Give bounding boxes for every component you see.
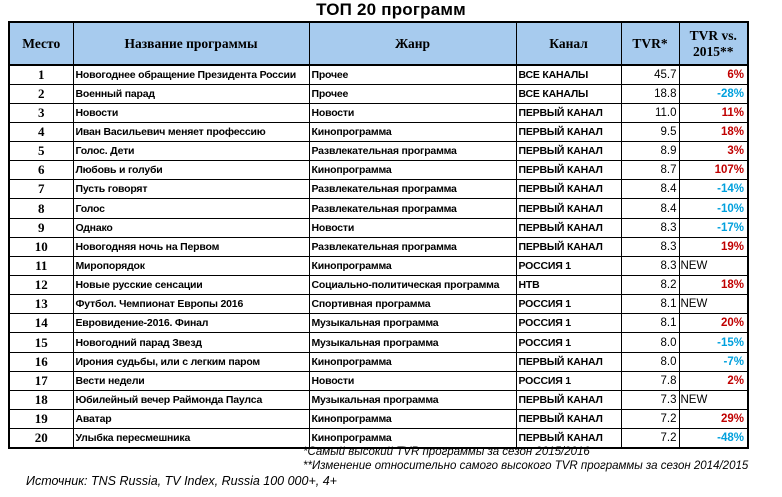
genre-cell: Кинопрограмма (309, 352, 516, 371)
channel-cell: ПЕРВЫЙ КАНАЛ (516, 161, 621, 180)
table-row (9, 218, 748, 237)
channel-cell: ПЕРВЫЙ КАНАЛ (516, 352, 621, 371)
genre-cell: Прочее (309, 65, 516, 84)
program-name-cell: Голос (73, 199, 309, 218)
channel-cell: РОССИЯ 1 (516, 295, 621, 314)
program-name-cell: Ирония судьбы, или с легким паром (73, 352, 309, 371)
change-cell: 29% (679, 410, 748, 429)
channel-cell: НТВ (516, 276, 621, 295)
program-name-cell: Аватар (73, 410, 309, 429)
genre-cell: Прочее (309, 84, 516, 103)
column-header-rank: Место (9, 22, 73, 65)
change-cell: 20% (679, 314, 748, 333)
program-name-cell: Юбилейный вечер Раймонда Паулса (73, 390, 309, 409)
genre-cell: Музыкальная программа (309, 314, 516, 333)
genre-cell: Кинопрограмма (309, 256, 516, 275)
rank-cell: 7 (9, 180, 73, 199)
program-name-cell: Евровидение-2016. Финал (73, 314, 309, 333)
program-name-cell: Новогодний парад Звезд (73, 333, 309, 352)
genre-cell: Развлекательная программа (309, 199, 516, 218)
program-name-cell: Новости (73, 103, 309, 122)
tvr-cell: 8.1 (621, 314, 679, 333)
genre-cell: Кинопрограмма (309, 161, 516, 180)
rank-cell: 15 (9, 333, 73, 352)
table-row (9, 390, 748, 409)
change-cell: NEW (679, 390, 748, 409)
table-row (9, 103, 748, 122)
rank-cell: 12 (9, 276, 73, 295)
change-cell: -10% (679, 199, 748, 218)
change-cell: 11% (679, 103, 748, 122)
change-cell: 3% (679, 142, 748, 161)
tvr-cell: 18.8 (621, 84, 679, 103)
rank-cell: 4 (9, 122, 73, 141)
genre-cell: Социально-политическая программа (309, 276, 516, 295)
tvr-cell: 8.2 (621, 276, 679, 295)
tvr-cell: 8.0 (621, 333, 679, 352)
genre-cell: Развлекательная программа (309, 142, 516, 161)
program-name-cell: Миропорядок (73, 256, 309, 275)
rank-cell: 10 (9, 237, 73, 256)
table-row (9, 180, 748, 199)
rank-cell: 16 (9, 352, 73, 371)
change-cell: 6% (679, 65, 748, 84)
table-row (9, 410, 748, 429)
channel-cell: ВСЕ КАНАЛЫ (516, 65, 621, 84)
rank-cell: 11 (9, 256, 73, 275)
change-cell: 2% (679, 371, 748, 390)
rank-cell: 1 (9, 65, 73, 84)
genre-cell: Музыкальная программа (309, 333, 516, 352)
table-row (9, 371, 748, 390)
column-header-channel: Канал (516, 22, 621, 65)
table-row (9, 122, 748, 141)
channel-cell: ПЕРВЫЙ КАНАЛ (516, 122, 621, 141)
rank-cell: 5 (9, 142, 73, 161)
table-row (9, 314, 748, 333)
table-row (9, 256, 748, 275)
tvr-cell: 7.2 (621, 429, 679, 448)
table-row (9, 142, 748, 161)
genre-cell: Развлекательная программа (309, 237, 516, 256)
table-row (9, 84, 748, 103)
channel-cell: РОССИЯ 1 (516, 256, 621, 275)
channel-cell: ПЕРВЫЙ КАНАЛ (516, 390, 621, 409)
genre-cell: Новости (309, 371, 516, 390)
table-row (9, 237, 748, 256)
rank-cell: 3 (9, 103, 73, 122)
program-name-cell: Вести недели (73, 371, 309, 390)
channel-cell: ПЕРВЫЙ КАНАЛ (516, 103, 621, 122)
tvr-cell: 8.3 (621, 218, 679, 237)
change-cell: 18% (679, 276, 748, 295)
rank-cell: 18 (9, 390, 73, 409)
channel-cell: ПЕРВЫЙ КАНАЛ (516, 237, 621, 256)
footnote-change-definition: **Изменение относительно самого высокого TVR программы за сезон 2014/2015 (303, 460, 749, 472)
program-name-cell: Военный парад (73, 84, 309, 103)
rank-cell: 20 (9, 429, 73, 448)
channel-cell: РОССИЯ 1 (516, 333, 621, 352)
channel-cell: ВСЕ КАНАЛЫ (516, 84, 621, 103)
tvr-cell: 8.3 (621, 256, 679, 275)
rank-cell: 2 (9, 84, 73, 103)
change-cell: NEW (679, 295, 748, 314)
rank-cell: 17 (9, 371, 73, 390)
genre-cell: Развлекательная программа (309, 180, 516, 199)
program-name-cell: Новогодняя ночь на Первом (73, 237, 309, 256)
rank-cell: 9 (9, 218, 73, 237)
program-name-cell: Однако (73, 218, 309, 237)
genre-cell: Кинопрограмма (309, 410, 516, 429)
tvr-cell: 7.3 (621, 390, 679, 409)
tvr-cell: 8.9 (621, 142, 679, 161)
tvr-cell: 8.3 (621, 237, 679, 256)
footnote-tvr-season: *Самый высокий TVR программы за сезон 2015/2016 (303, 446, 590, 458)
genre-cell: Кинопрограмма (309, 429, 516, 448)
change-cell: -7% (679, 352, 748, 371)
change-cell: 19% (679, 237, 748, 256)
program-name-cell: Новые русские сенсации (73, 276, 309, 295)
change-cell: 107% (679, 161, 748, 180)
rank-cell: 14 (9, 314, 73, 333)
program-name-cell: Улыбка пересмешника (73, 429, 309, 448)
genre-cell: Музыкальная программа (309, 390, 516, 409)
source-note: Источник: TNS Russia, TV Index, Russia 100 000+, 4+ (26, 474, 337, 488)
table-row (9, 352, 748, 371)
table-row (9, 333, 748, 352)
rank-cell: 19 (9, 410, 73, 429)
tvr-cell: 8.7 (621, 161, 679, 180)
channel-cell: ПЕРВЫЙ КАНАЛ (516, 410, 621, 429)
program-name-cell: Новогоднее обращение Президента России (73, 65, 309, 84)
tvr-cell: 8.4 (621, 199, 679, 218)
table-row (9, 295, 748, 314)
table-row (9, 276, 748, 295)
table-row (9, 199, 748, 218)
change-cell: -14% (679, 180, 748, 199)
column-header-tvr-vs-2015: TVR vs. 2015** (679, 22, 748, 65)
change-cell: -48% (679, 429, 748, 448)
channel-cell: ПЕРВЫЙ КАНАЛ (516, 180, 621, 199)
tvr-cell: 45.7 (621, 65, 679, 84)
genre-cell: Новости (309, 103, 516, 122)
column-header-tvr: TVR* (621, 22, 679, 65)
channel-cell: РОССИЯ 1 (516, 314, 621, 333)
rank-cell: 13 (9, 295, 73, 314)
tvr-cell: 11.0 (621, 103, 679, 122)
program-name-cell: Иван Васильевич меняет профессию (73, 122, 309, 141)
program-name-cell: Голос. Дети (73, 142, 309, 161)
change-cell: -15% (679, 333, 748, 352)
change-cell: -28% (679, 84, 748, 103)
tvr-cell: 8.0 (621, 352, 679, 371)
genre-cell: Спортивная программа (309, 295, 516, 314)
change-cell: 18% (679, 122, 748, 141)
change-cell: -17% (679, 218, 748, 237)
genre-cell: Кинопрограмма (309, 122, 516, 141)
column-header-genre: Жанр (309, 22, 516, 65)
tvr-cell: 7.2 (621, 410, 679, 429)
table-row (9, 429, 748, 448)
page-title: ТОП 20 программ (316, 0, 466, 19)
program-name-cell: Любовь и голуби (73, 161, 309, 180)
rank-cell: 6 (9, 161, 73, 180)
tvr-cell: 9.5 (621, 122, 679, 141)
genre-cell: Новости (309, 218, 516, 237)
program-name-cell: Футбол. Чемпионат Европы 2016 (73, 295, 309, 314)
change-cell: NEW (679, 256, 748, 275)
tvr-cell: 8.4 (621, 180, 679, 199)
tvr-cell: 8.1 (621, 295, 679, 314)
header-row (9, 22, 748, 65)
channel-cell: ПЕРВЫЙ КАНАЛ (516, 199, 621, 218)
column-header-program: Название программы (73, 22, 309, 65)
channel-cell: ПЕРВЫЙ КАНАЛ (516, 142, 621, 161)
channel-cell: РОССИЯ 1 (516, 371, 621, 390)
rank-cell: 8 (9, 199, 73, 218)
table-row (9, 65, 748, 84)
table-body (9, 65, 748, 448)
program-name-cell: Пусть говорят (73, 180, 309, 199)
table-row (9, 161, 748, 180)
top20-programs-table (8, 21, 749, 449)
table-header (9, 22, 748, 65)
channel-cell: ПЕРВЫЙ КАНАЛ (516, 429, 621, 448)
channel-cell: ПЕРВЫЙ КАНАЛ (516, 218, 621, 237)
tvr-cell: 7.8 (621, 371, 679, 390)
